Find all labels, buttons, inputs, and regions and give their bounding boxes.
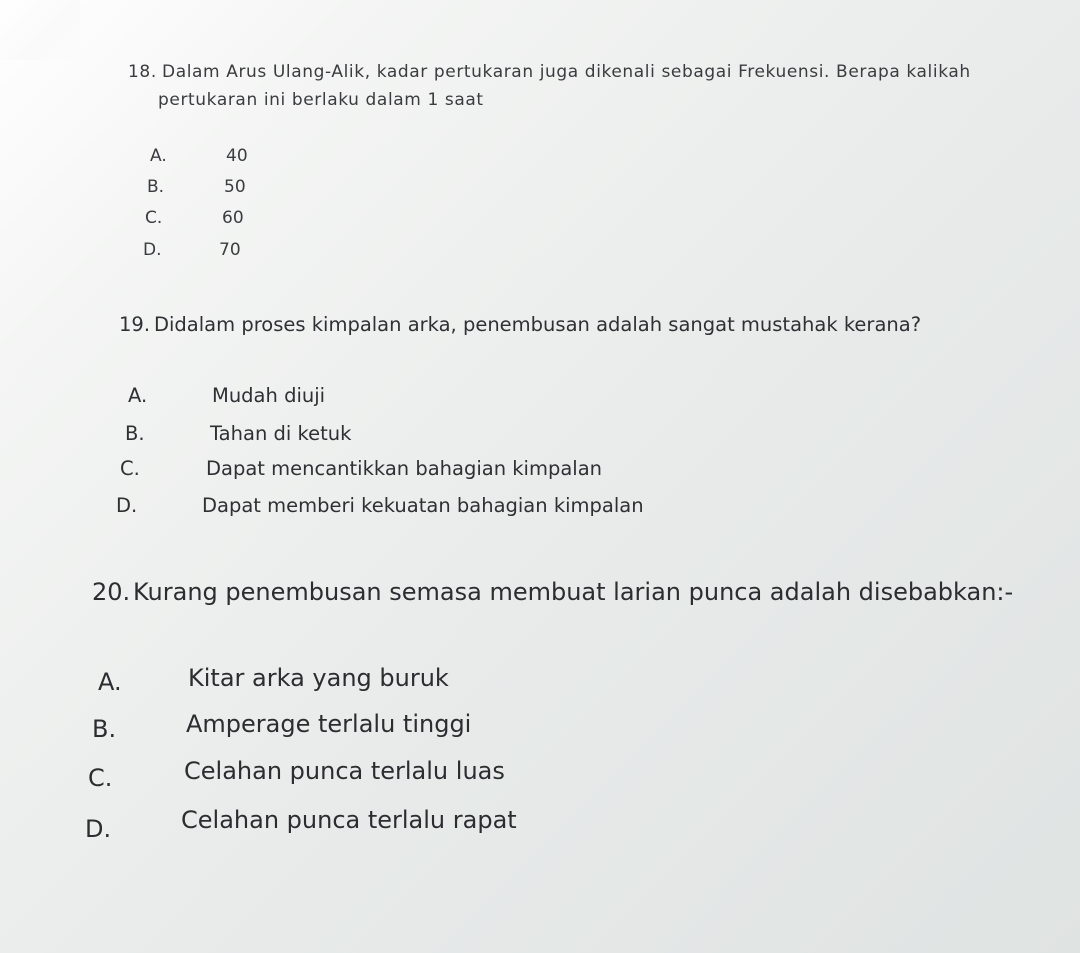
question-text-line1: Didalam proses kimpalan arka, penembusan adalah sangat mustahak kerana?: [154, 313, 922, 336]
option-a-text: 40: [226, 146, 248, 166]
option-c-letter: C.: [120, 457, 140, 480]
option-a-letter: A.: [128, 384, 148, 407]
option-c-letter: C.: [145, 208, 163, 228]
option-c-text: 60: [222, 208, 244, 228]
option-d-letter: D.: [116, 494, 138, 517]
option-d-text: Celahan punca terlalu rapat: [181, 806, 517, 834]
option-b-text: 50: [224, 177, 246, 197]
option-a-text: Kitar arka yang buruk: [188, 664, 449, 692]
option-b-text: Tahan di ketuk: [210, 422, 352, 445]
option-d-letter: D.: [85, 815, 112, 843]
option-c-text: Dapat mencantikkan bahagian kimpalan: [206, 457, 603, 480]
option-d-text: Dapat memberi kekuatan bahagian kimpalan: [202, 494, 644, 517]
question-number: 19.: [119, 313, 151, 336]
option-b-letter: B.: [147, 177, 165, 197]
question-text-line1: Dalam Arus Ulang-Alik, kadar pertukaran juga dikenali sebagai Frekuensi. Berapa kalikah: [162, 62, 971, 82]
option-b-text: Amperage terlalu tinggi: [186, 710, 472, 738]
option-b-letter: B.: [92, 715, 117, 743]
question-text-line2: pertukaran ini berlaku dalam 1 saat: [158, 90, 484, 110]
option-c-letter: C.: [88, 764, 113, 792]
option-a-text: Mudah diuji: [212, 384, 326, 407]
question-number: 20.: [92, 578, 131, 606]
option-c-text: Celahan punca terlalu luas: [184, 757, 505, 785]
option-b-letter: B.: [125, 422, 145, 445]
option-d-text: 70: [219, 240, 241, 260]
option-d-letter: D.: [143, 240, 162, 260]
option-a-letter: A.: [150, 146, 167, 166]
option-a-letter: A.: [98, 668, 122, 696]
question-number: 18.: [128, 62, 157, 82]
page-corner: [0, 0, 80, 60]
question-text-line1: Kurang penembusan semasa membuat larian punca adalah disebabkan:-: [133, 578, 1014, 606]
